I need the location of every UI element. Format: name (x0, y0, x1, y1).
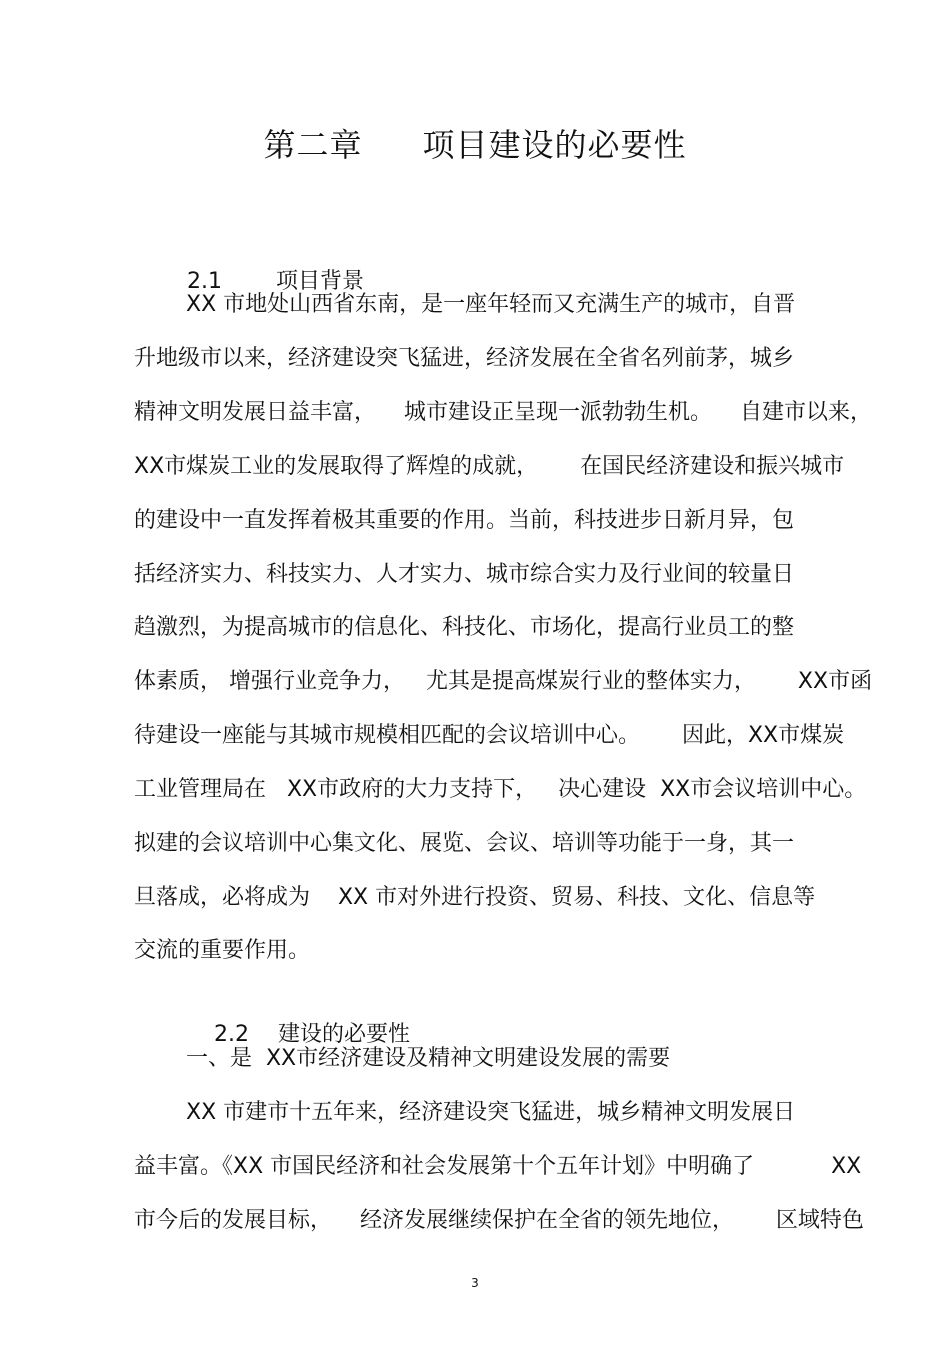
subheading-line: 一、是 XX市经济建设及精神文明建设发展的需要 (186, 1046, 671, 1071)
paragraph-line: 体素质， 增强行业竞争力， 尤其是提高煤炭行业的整体实力， XX市函 (134, 669, 873, 694)
paragraph-line: XX 市建市十五年来，经济建设突飞猛进，城乡精神文明发展日 (186, 1100, 796, 1125)
paragraph-line: 旦落成，必将成为 XX 市对外进行投资、贸易、科技、文化、信息等 (134, 885, 816, 910)
paragraph-line: 益丰富。《XX 市国民经济和社会发展第十个五年计划》中明确了 XX (134, 1154, 862, 1179)
paragraph-line: 精神文明发展日益丰富， 城市建设正呈现一派勃勃生机。 自建市以来， (134, 400, 872, 425)
chapter-title (0, 120, 950, 170)
paragraph-line: 的建设中一直发挥着极其重要的作用。当前，科技进步日新月异，包 (134, 508, 795, 533)
paragraph-line: 工业管理局在 XX市政府的大力支持下， 决心建设 XX市会议培训中心。 (134, 777, 867, 802)
paragraph-line: 括经济实力、科技实力、人才实力、城市综合实力及行业间的较量日 (134, 562, 795, 587)
paragraph-line: 市今后的发展目标， 经济发展继续保护在全省的领先地位， 区域特色 (134, 1208, 864, 1233)
section-number: 2.1 (186, 269, 222, 294)
chapter-title-text: 项目建设的必要性 (422, 126, 687, 164)
paragraph-line: 升地级市以来，经济建设突飞猛进，经济发展在全省名列前茅，城乡 (134, 346, 795, 371)
paragraph-line: XX市煤炭工业的发展取得了辉煌的成就， 在国民经济建设和振兴城市 (134, 454, 845, 479)
chapter-label: 第二章 (263, 126, 363, 164)
section-number: 2.2 (213, 1022, 249, 1047)
paragraph-line: 交流的重要作用。 (134, 938, 311, 963)
paragraph-line: 待建设一座能与其城市规模相匹配的会议培训中心。 因此，XX市煤炭 (134, 723, 845, 748)
page-number: 3 (471, 1276, 479, 1290)
section-title: 项目背景 (275, 269, 364, 294)
paragraph-line: 拟建的会议培训中心集文化、展览、会议、培训等功能于一身，其一 (134, 831, 795, 856)
section-title: 建设的必要性 (277, 1022, 410, 1047)
paragraph-line: XX 市地处山西省东南，是一座年轻而又充满生产的城市，自晋 (186, 292, 796, 317)
paragraph-line: 趋激烈，为提高城市的信息化、科技化、市场化，提高行业员工的整 (134, 615, 795, 640)
